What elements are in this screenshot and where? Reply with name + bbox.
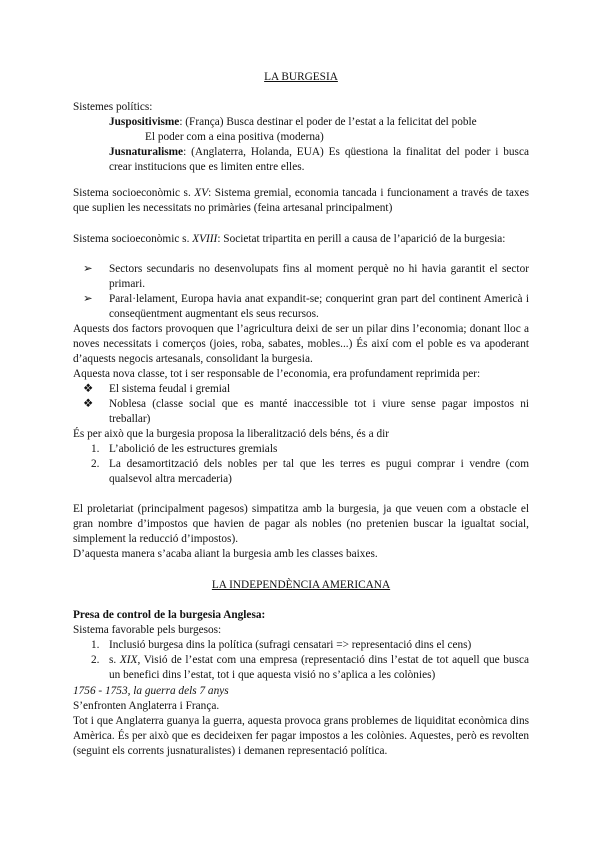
section-title-burgesia: LA BURGESIA bbox=[264, 71, 338, 83]
century-prefix: s. bbox=[109, 654, 120, 666]
jusnaturalisme-text: : (Anglaterra, Holanda, EUA) Es qüestiona la finalitat del poder i busca crear institucions que es limiten entre elles. bbox=[109, 146, 529, 173]
list-item-text: L’abolició de les estructures gremials bbox=[109, 443, 278, 455]
list-item-text: Sectors secundaris no desenvolupats fins al moment perquè no hi havia garantit el sector primari. bbox=[109, 263, 529, 290]
xviii-text: : Societat tripartita en perill a causa de l’aparició de la burgesia: bbox=[217, 233, 506, 245]
list-number: 1. bbox=[91, 443, 100, 455]
xviii-prefix: Sistema socioeconòmic s. bbox=[73, 233, 193, 245]
list-item-text: La desamortització dels nobles per tal que les terres es pugui comprar i vendre (com qualsevol altra mercaderia) bbox=[109, 458, 529, 485]
arrow-bullet-icon: ➢ bbox=[83, 293, 93, 305]
guerra-heading: 1756 - 1753, la guerra dels 7 anys bbox=[73, 685, 229, 697]
juspositivisme-term: Juspositivisme bbox=[109, 116, 180, 128]
factors-para: Aquests dos factors provoquen que l’agricultura deixi de ser un pilar dins l’economia; donant lloc a noves necessitats i comerços (joies, roba, sabates, mobles...) És així com el poble es va apoderant d’aquests negocis artesanals, consolidant la burgesia. bbox=[73, 323, 529, 365]
juspositivisme-sub: El poder com a eina positiva (moderna) bbox=[145, 131, 324, 143]
xviii-century: XVIII bbox=[192, 233, 218, 245]
xv-text: : Sistema gremial, economia tancada i funcionament a través de taxes que suplien les necessitats no primàries (feina artesanal principalment) bbox=[73, 187, 529, 214]
senfronten-line: S’enfronten Anglaterra i França. bbox=[73, 700, 220, 712]
list-item-text: Inclusió burgesa dins la política (sufragi censatari => representació dins el cens) bbox=[109, 639, 472, 651]
diamond-bullet-icon: ❖ bbox=[83, 398, 94, 410]
guerra-para: Tot i que Anglaterra guanya la guerra, aquesta provoca grans problemes de liquiditat econòmica dins Amèrica. És per això que es decideixen fer pagar impostos a les colònies. Aquestes, però es revolten (seguint els corrents jusnaturalistes) i demanen representació política. bbox=[73, 715, 529, 757]
list-item-text: Paral·lelament, Europa havia anat expandit-se; conquerint gran part del continent Americà i conseqüentment augmentant els seus recursos. bbox=[109, 293, 529, 320]
sistemes-heading: Sistemes polítics: bbox=[73, 101, 153, 113]
presa-heading: Presa de control de la burgesia Anglesa: bbox=[73, 609, 266, 621]
arrow-bullet-icon: ➢ bbox=[83, 263, 93, 275]
juspositivisme-text: : (França) Busca destinar el poder de l’estat a la felicitat del poble bbox=[179, 116, 477, 128]
list-item-text: Noblesa (classe social que es manté inaccessible tot i viure sense pagar impostos ni treballar) bbox=[109, 398, 529, 425]
xv-para bbox=[73, 186, 529, 216]
sistema-favorable-line: Sistema favorable pels burgesos: bbox=[73, 624, 222, 636]
diamond-bullet-icon: ❖ bbox=[83, 383, 94, 395]
list-number: 1. bbox=[91, 639, 100, 651]
jusnaturalisme-para bbox=[73, 145, 529, 175]
jusnaturalisme-term: Jusnaturalisme bbox=[109, 146, 184, 158]
item-text: , Visió de l’estat com una empresa (representació dins l’estat de tot aquell que busca un benefici dins l’estat, tot i que aquesta visió no s’aplica a les colònies) bbox=[109, 654, 529, 681]
century-label: XIX bbox=[119, 654, 138, 666]
nova-classe-line: Aquesta nova classe, tot i ser responsable de l’economia, era profundament reprimida per: bbox=[73, 368, 481, 380]
list-item-text: El sistema feudal i gremial bbox=[109, 383, 231, 395]
juspositivisme-line bbox=[73, 115, 529, 130]
list-number: 2. bbox=[91, 458, 100, 470]
daquesta-line: D’aquesta manera s’acaba aliant la burgesia amb les classes baixes. bbox=[73, 548, 378, 560]
list-item-text bbox=[109, 653, 529, 683]
section-title-independencia: LA INDEPENDÈNCIA AMERICANA bbox=[211, 579, 391, 591]
proletariat-para: El proletariat (principalment pagesos) simpatitza amb la burgesia, ja que veuen com a obstacle el gran nombre d’impostos que havien de pagar als nobles (no pretenien buscar la igualtat social, simplement la reducció d’impostos). bbox=[73, 503, 529, 545]
list-number: 2. bbox=[91, 654, 100, 666]
xv-century: XV bbox=[194, 187, 209, 199]
xviii-para bbox=[73, 232, 529, 247]
xv-prefix: Sistema socioeconòmic s. bbox=[73, 187, 195, 199]
es-per-aixo-line: És per això que la burgesia proposa la liberalització dels béns, és a dir bbox=[73, 428, 389, 440]
